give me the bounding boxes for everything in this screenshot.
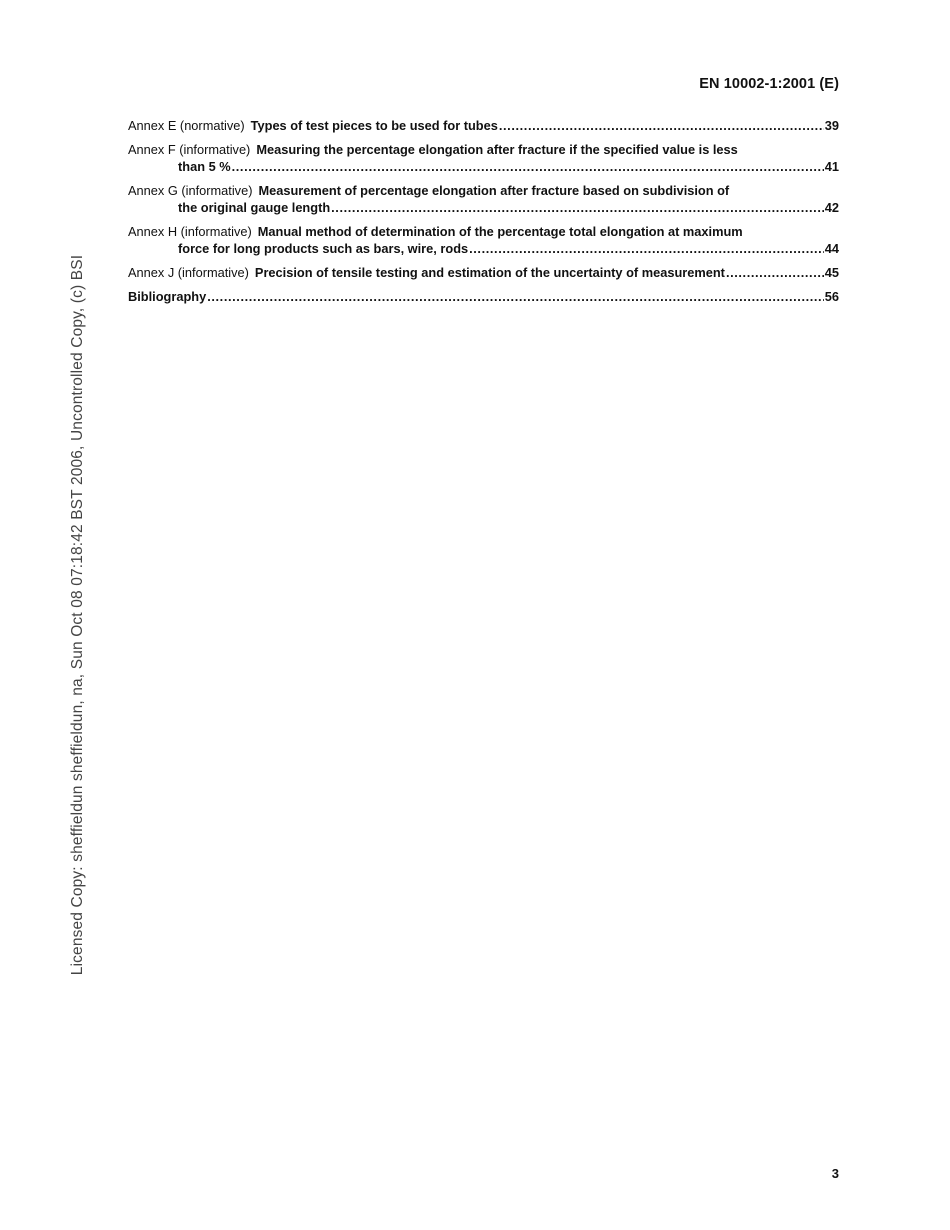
toc-entry-title-continued: force for long products such as bars, wire, rods [178,241,469,256]
toc-leader-dots [726,264,824,281]
toc-entry-title: Measuring the percentage elongation after fracture if the specified value is less [256,142,738,157]
toc-entry-title-continued: than 5 % [178,159,231,174]
toc-leader-dots [232,158,824,175]
toc-entry-page: 42 [824,200,839,215]
toc-entry-prefix: Annex E (normative) [128,118,245,133]
toc-entry-title: Measurement of percentage elongation after fracture based on subdivision of [258,183,730,198]
toc-entry-page: 41 [824,159,839,174]
toc-entry-prefix: Annex H (informative) [128,224,252,239]
toc-entry-annex-h[interactable] [128,223,839,257]
toc-entry-title: Types of test pieces to be used for tubes [250,118,498,133]
toc-entry-title: Precision of tensile testing and estimation of the uncertainty of measurement [254,265,725,280]
document-id: EN 10002-1:2001 (E) [699,76,839,92]
toc-leader-dots [207,288,824,305]
toc-entry-annex-g[interactable] [128,182,839,216]
toc-entry-annex-j[interactable] [128,264,839,281]
toc-entry-page: 39 [824,118,839,133]
toc-leader-dots [331,199,824,216]
toc-leader-dots [499,117,824,134]
toc-entry-page: 45 [824,265,839,280]
toc-entry-annex-e[interactable] [128,117,839,134]
toc-entry-title: Manual method of determination of the percentage total elongation at maximum [257,224,743,239]
toc-entry-title-continued: the original gauge length [178,200,331,215]
toc-entry-annex-f[interactable] [128,141,839,175]
license-watermark: Licensed Copy: sheffieldun sheffieldun, na, Sun Oct 08 07:18:42 BST 2006, Uncontrolled Copy, (c) BSI [69,254,86,976]
toc-leader-dots [469,240,824,257]
toc-entry-prefix: Annex J (informative) [128,265,249,280]
toc-entry-page: 44 [824,241,839,256]
toc-entry-prefix: Annex G (informative) [128,183,253,198]
toc-entry-prefix: Annex F (informative) [128,142,251,157]
toc-entry-title: Bibliography [128,289,207,304]
table-of-contents [128,117,839,305]
page-number: 3 [831,1166,839,1181]
toc-entry-bibliography[interactable] [128,288,839,305]
toc-entry-page: 56 [824,289,839,304]
